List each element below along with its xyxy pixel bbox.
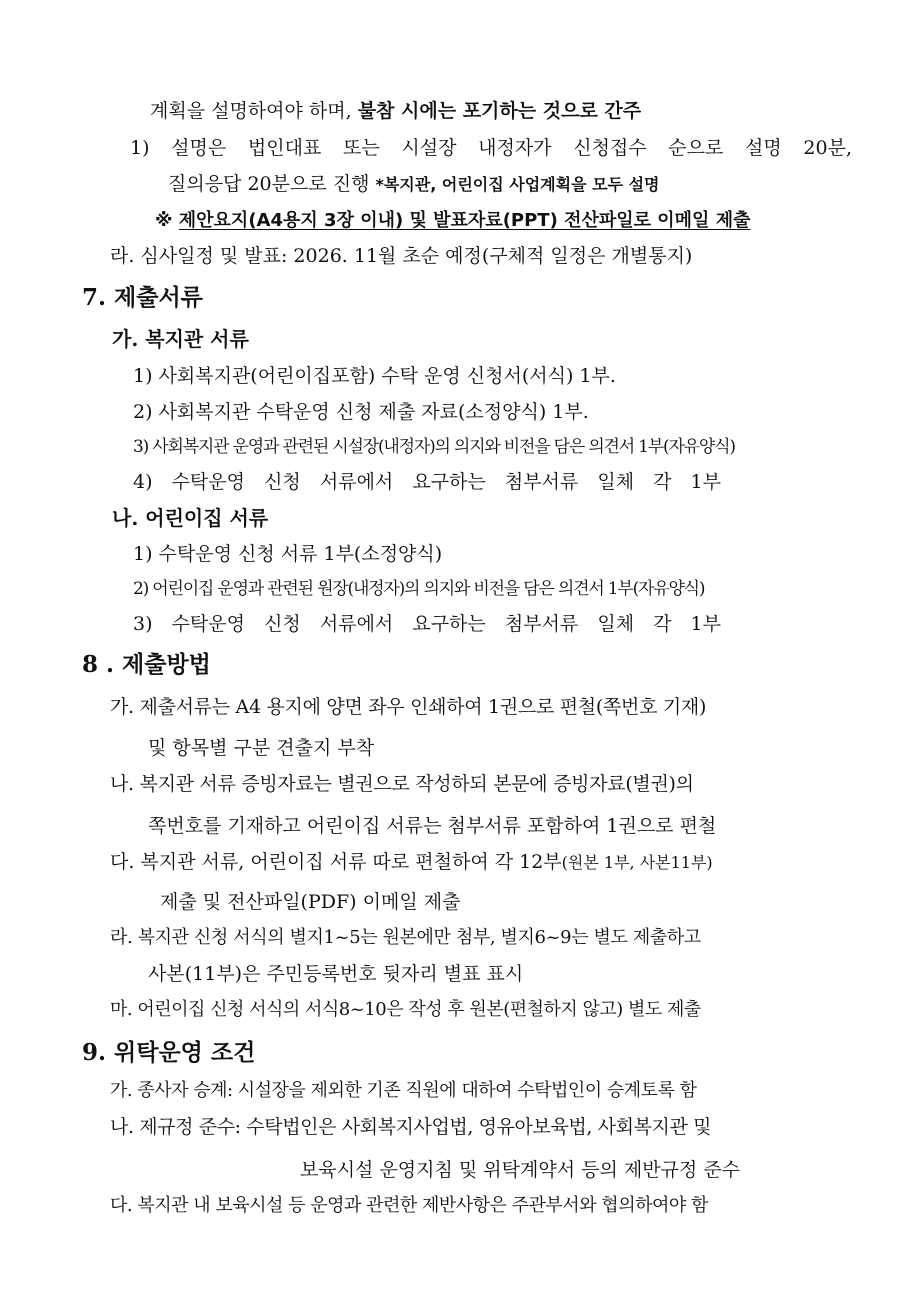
section-7-title: 7. 제출서류 [82,284,203,311]
section-7-a-item-1: 1) 사회복지관(어린이집포함) 수탁 운영 신청서(서식) 1부. [133,365,616,387]
intro-line-1 [150,98,641,124]
section-9-ga: 가. 종사자 승계: 시설장을 제외한 기존 직원에 대하여 수탁법인이 승계토록 함 [110,1080,697,1101]
section-7-a-item-3: 3) 사회복지관 운영과 관련된 시설장(내정자)의 의지와 비전을 담은 의견서 1부(자유양식) [133,437,735,457]
section-9-da: 다. 복지관 내 보육시설 등 운영과 관련한 제반사항은 주관부서와 협의하여야 함 [110,1195,708,1216]
section-8-ra-line-1: 라. 복지관 신청 서식의 별지1~5는 원본에만 첨부, 별지6~9는 별도 제출하고 [110,927,701,948]
section-7-a-item-2: 2) 사회복지관 수탁운영 신청 제출 자료(소정양식) 1부. [133,401,589,423]
section-8-da-line-2: 제출 및 전산파일(PDF) 이메일 제출 [160,891,461,913]
section-9-na-line-2: 보육시설 운영지침 및 위탁계약서 등의 제반규정 준수 [300,1159,741,1181]
section-8-ma: 마. 어린이집 신청 서식의 서식8~10은 작성 후 원본(편철하지 않고) 별도 제출 [110,999,701,1020]
section-7-b-item-3: 3) 수탁운영 신청 서류에서 요구하는 첨부서류 일체 각 1부 [133,613,721,635]
section-8-title: 8 . 제출방법 [82,651,211,678]
section-7-b-title: 나. 어린이집 서류 [112,506,269,530]
intro-line-4 [155,208,751,234]
intro-line-1-text: 계획을 설명하여야 하며, [150,100,358,122]
section-7-a-item-4: 4) 수탁운영 신청 서류에서 요구하는 첨부서류 일체 각 1부 [133,471,721,493]
section-8-ga-line-1: 가. 제출서류는 A4 용지에 양면 좌우 인쇄하여 1권으로 편철(쪽번호 기재) [110,696,707,718]
intro-line-3-note: *복지관, 어린이집 사업계획을 모두 설명 [375,175,660,194]
intro-line-3 [168,171,660,198]
section-9-na-line-1: 나. 제규정 준수: 수탁법인은 사회복지사업법, 영유아보육법, 사회복지관 및 [110,1116,712,1138]
reference-mark: ※ [155,210,179,231]
section-8-na-line-2: 쪽번호를 기재하고 어린이집 서류는 첨부서류 포함하여 1권으로 편철 [148,815,717,837]
section-8-da-copies: (원본 1부, 사본11부) [561,853,713,872]
intro-line-2: 1) 설명은 법인대표 또는 시설장 내정자가 신청접수 순으로 설명 20분, [130,137,852,159]
section-9-title: 9. 위탁운영 조건 [82,1039,256,1066]
intro-line-1-bold: 불참 시에는 포기하는 것으로 간주 [357,100,642,122]
section-8-da-text: 다. 복지관 서류, 어린이집 서류 따로 편철하여 각 12부 [110,851,562,873]
intro-line-3-text: 질의응답 20분으로 진행 [168,173,376,195]
section-8-na-line-1: 나. 복지관 서류 증빙자료는 별권으로 작성하되 본문에 증빙자료(별권)의 [110,773,694,795]
section-7-b-item-1: 1) 수탁운영 신청 서류 1부(소정양식) [133,543,443,565]
section-7-b-item-2: 2) 어린이집 운영과 관련된 원장(내정자)의 의지와 비전을 담은 의견서 1부(자유양식) [133,579,705,599]
intro-line-5: 라. 심사일정 및 발표: 2026. 11월 초순 예정(구체적 일정은 개별통지) [110,245,693,267]
section-8-da-line-1 [110,849,713,876]
section-8-ra-line-2: 사본(11부)은 주민등록번호 뒷자리 별표 표시 [148,963,524,985]
intro-line-4-underlined: 제안요지(A4용지 3장 이내) 및 발표자료(PPT) 전산파일로 이메일 제출 [178,210,751,231]
section-8-ga-line-2: 및 항목별 구분 견출지 부착 [148,737,375,759]
section-7-a-title: 가. 복지관 서류 [112,327,249,351]
